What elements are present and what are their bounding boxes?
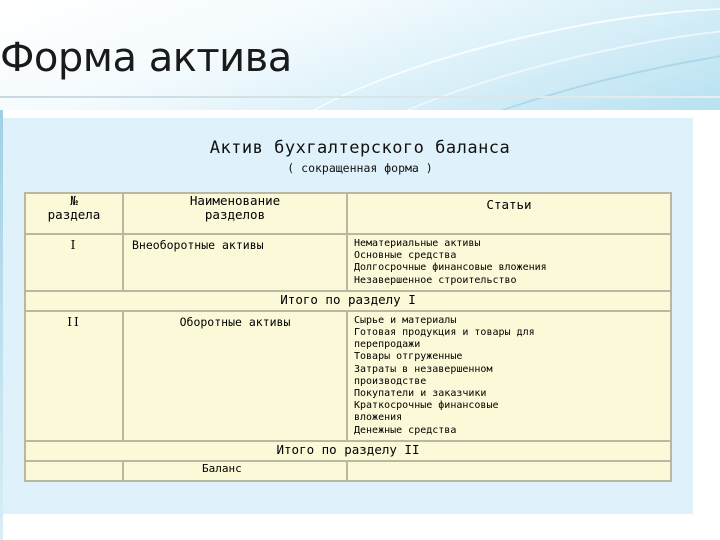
table-header-row [25, 193, 671, 234]
section-name: Оборотные активы [123, 311, 347, 441]
header-section-name: Наименование разделов [123, 193, 347, 234]
list-item: Незавершенное строительство [354, 274, 517, 286]
list-item: Нематериальные активы [354, 238, 481, 249]
section-name: Внеоборотные активы [123, 234, 347, 291]
title-divider [0, 96, 720, 98]
balance-table [24, 192, 672, 482]
section-total: Итого по разделу II [25, 441, 671, 461]
header-section-number: № раздела [25, 193, 123, 234]
list-item: Покупатели и заказчики [354, 388, 487, 400]
list-item: Основные средства [354, 250, 457, 262]
balance-label: Баланс [123, 461, 347, 481]
section-items [347, 234, 671, 291]
header-items: Статьи [347, 193, 671, 234]
list-item: Готовая продукция и товары для перепродажи [354, 327, 535, 351]
balance-table-container [24, 192, 670, 482]
table-row [25, 461, 671, 481]
list-item: Затраты в незавершенном производстве [354, 363, 493, 387]
table-row [25, 441, 671, 461]
document-subtitle: ( сокращенная форма ) [287, 161, 433, 175]
balance-empty-cell [25, 461, 123, 481]
slide-title: Форма актива [0, 35, 292, 81]
section-total: Итого по разделу I [25, 291, 671, 311]
section-items [347, 311, 671, 441]
table-row [25, 311, 671, 441]
list-item: Краткосрочные финансовые вложения [354, 400, 499, 424]
list-item: Сырье и материалы [354, 314, 457, 326]
list-item: Денежные средства [354, 424, 457, 436]
list-item: Долгосрочные финансовые вложения [354, 262, 547, 274]
table-row [25, 291, 671, 311]
section-number: II [25, 311, 123, 441]
section-number: I [25, 234, 123, 291]
document-title: Актив бухгалтерского баланса [209, 138, 511, 158]
balance-value-cell [347, 461, 671, 481]
table-row [25, 234, 671, 291]
list-item: Товары отгруженные [354, 351, 463, 363]
